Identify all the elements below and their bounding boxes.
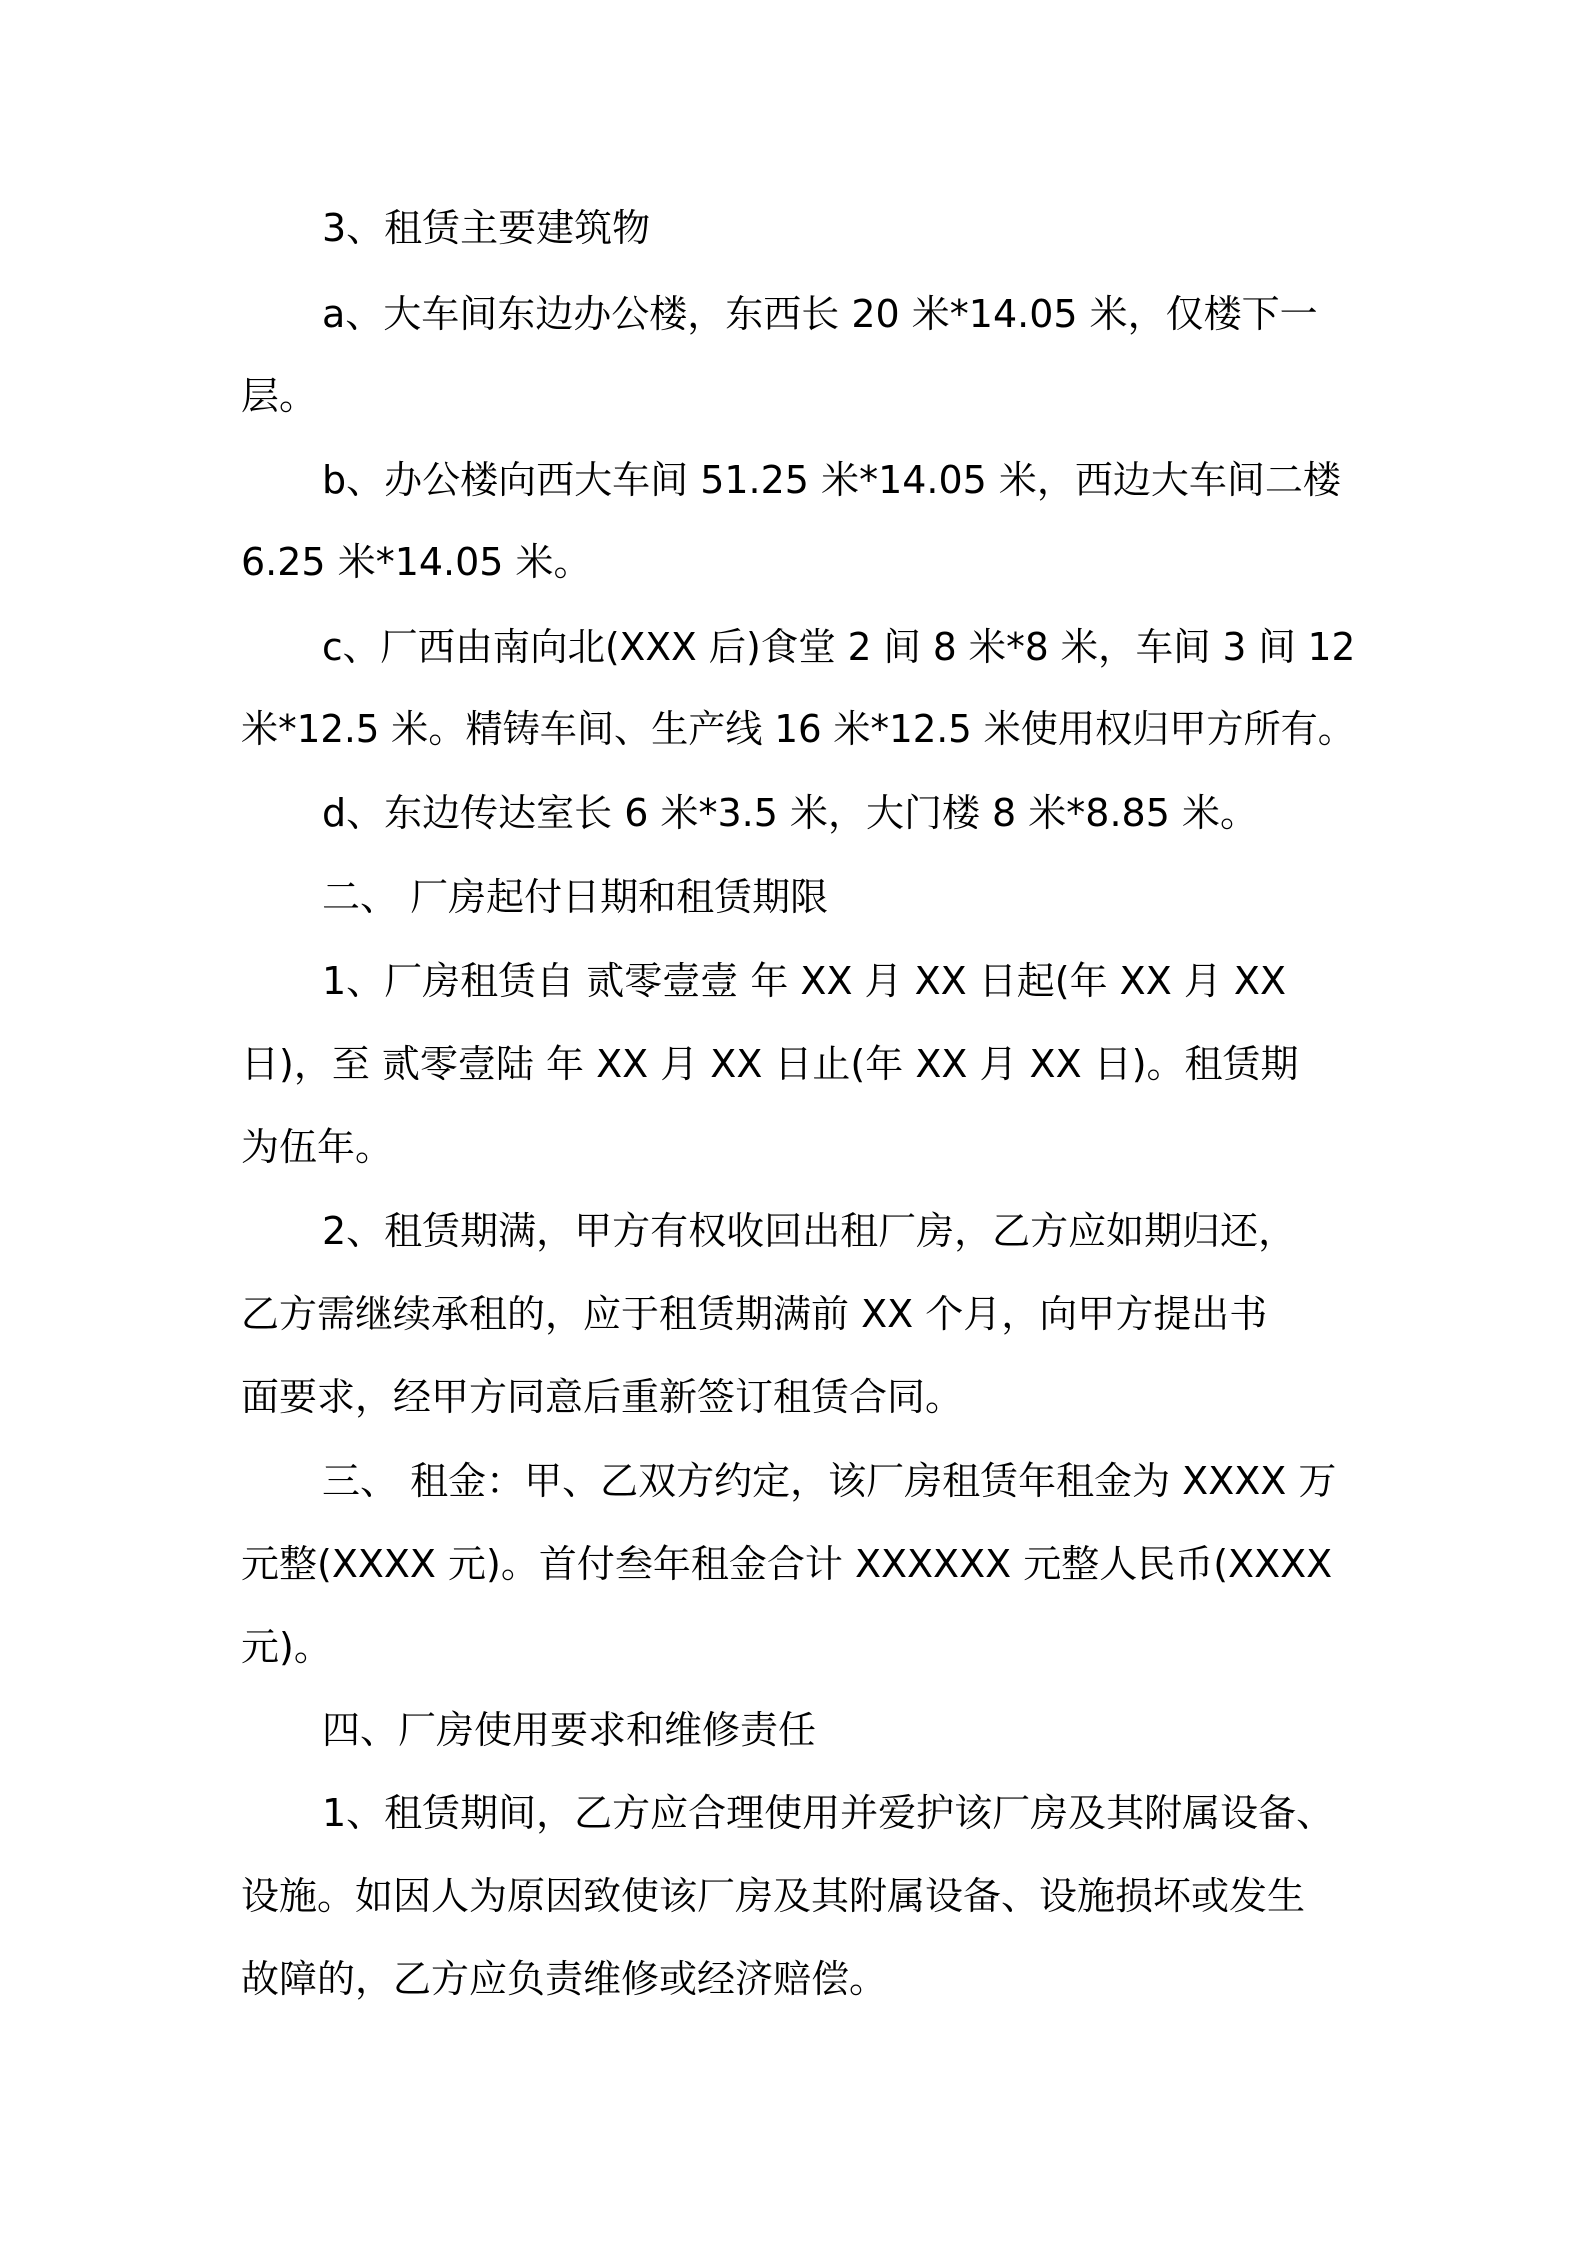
- paragraph-line: 1、厂房租赁自 贰零壹壹 年 XX 月 XX 日起(年 XX 月 XX: [322, 959, 1286, 1003]
- paragraph-line: b、办公楼向西大车间 51.25 米*14.05 米，西边大车间二楼: [322, 458, 1341, 502]
- paragraph-line: 6.25 米*14.05 米。: [241, 540, 592, 584]
- paragraph-line: 故障的，乙方应负责维修或经济赔偿。: [241, 1957, 888, 2001]
- paragraph-line: 为伍年。: [241, 1125, 394, 1169]
- section-3-heading: 3、租赁主要建筑物: [322, 206, 651, 250]
- paragraph-line: 日)，至 贰零壹陆 年 XX 月 XX 日止(年 XX 月 XX 日)。租赁期: [241, 1042, 1299, 1086]
- paragraph-line: 米*12.5 米。精铸车间、生产线 16 米*12.5 米使用权归甲方所有。: [241, 707, 1355, 751]
- paragraph-line: d、东边传达室长 6 米*3.5 米，大门楼 8 米*8.85 米。: [322, 791, 1258, 835]
- paragraph-line: 元)。: [241, 1625, 332, 1669]
- paragraph-line: c、厂西由南向北(XXX 后)食堂 2 间 8 米*8 米，车间 3 间 12: [322, 625, 1356, 669]
- paragraph-line: 1、租赁期间，乙方应合理使用并爱护该厂房及其附属设备、: [322, 1791, 1335, 1835]
- paragraph-line: 元整(XXXX 元)。首付叁年租金合计 XXXXXX 元整人民币(XXXX: [241, 1542, 1333, 1586]
- paragraph-line: 面要求，经甲方同意后重新签订租赁合同。: [241, 1375, 964, 1419]
- paragraph-line: 层。: [241, 374, 318, 418]
- paragraph-line: 设施。如因人为原因致使该厂房及其附属设备、设施损坏或发生: [241, 1874, 1306, 1918]
- section-4-heading: 四、厂房使用要求和维修责任: [322, 1708, 817, 1752]
- section-3-rent: 三、 租金：甲、乙双方约定，该厂房租赁年租金为 XXXX 万: [322, 1459, 1337, 1503]
- section-2-heading: 二、 厂房起付日期和租赁期限: [322, 875, 829, 919]
- paragraph-line: 2、租赁期满，甲方有权收回出租厂房，乙方应如期归还，: [322, 1209, 1297, 1253]
- paragraph-line: 乙方需继续承租的，应于租赁期满前 XX 个月，向甲方提出书: [241, 1292, 1268, 1336]
- paragraph-line: a、大车间东边办公楼，东西长 20 米*14.05 米，仅楼下一: [322, 292, 1318, 336]
